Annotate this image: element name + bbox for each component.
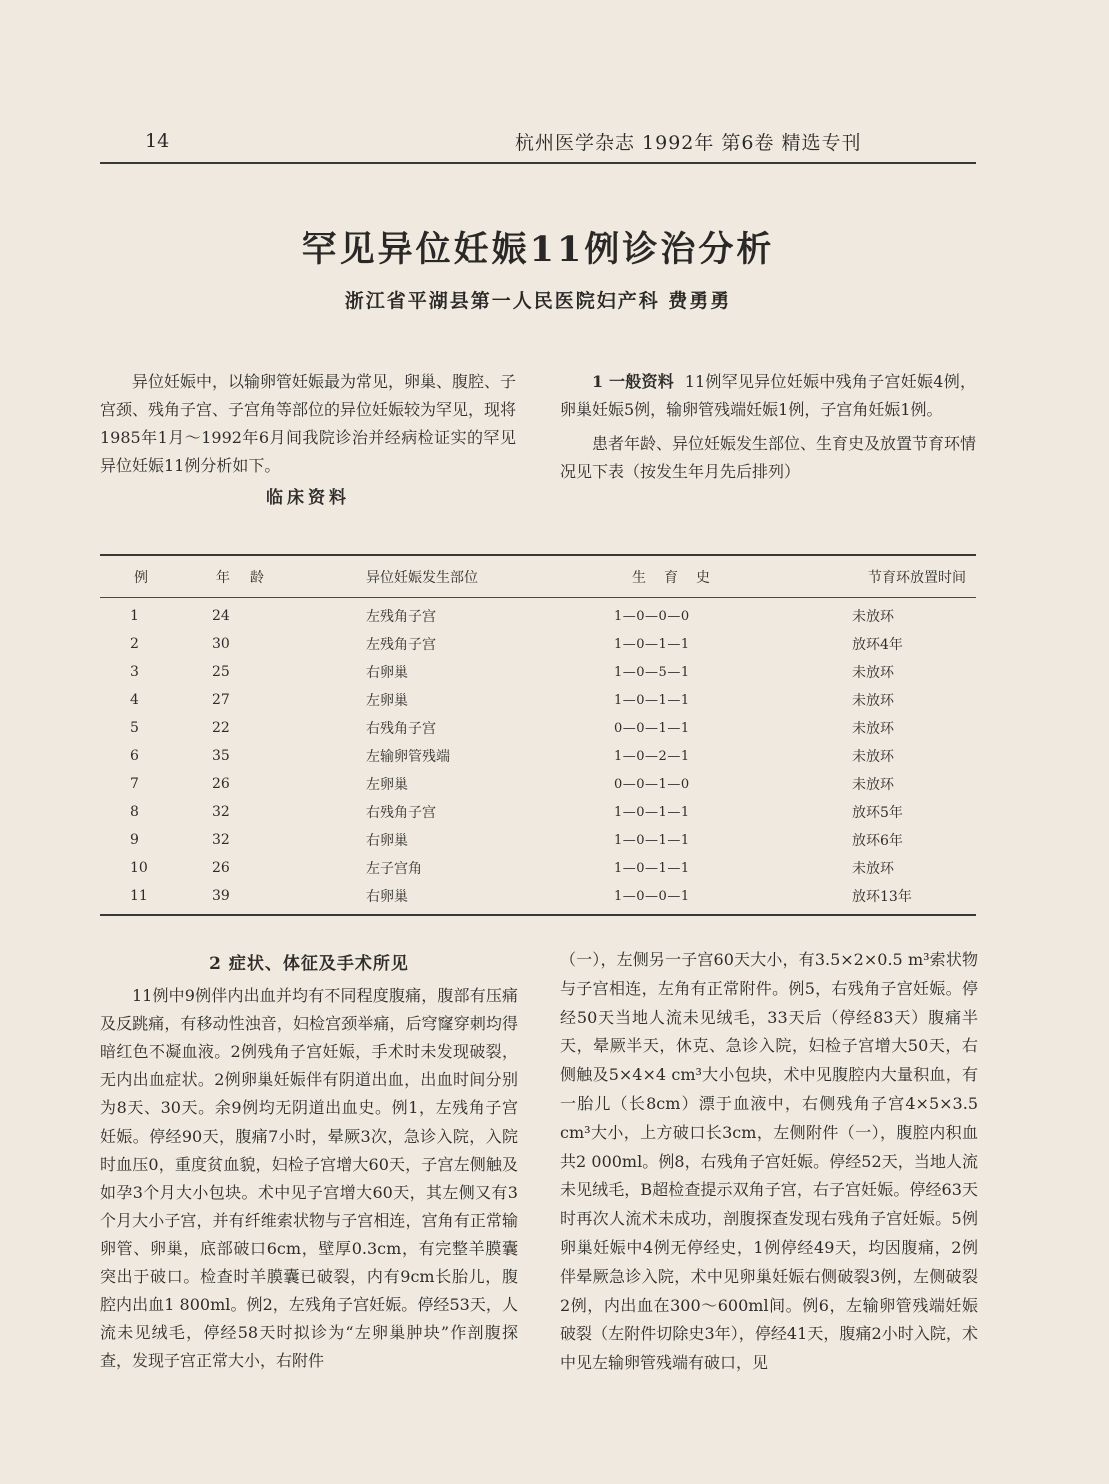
section2-left-text: 11例中9例伴内出血并均有不同程度腹痛，腹部有压痛及反跳痛，有移动性浊音，妇检宫颈举痛，后穹窿穿刺均得暗红色不凝血液。2例残角子宫妊娠，手术时未发现破裂，无内出血症状。2例卵巢妊娠伴有阴道出血，出血时间分别为8天、30天。余9例均无阴道出血史。例1，左残角子宫妊娠。停经90天，腹痛7小时，晕厥3次，急诊入院，入院时血压0，重度贫血貌，妇检子宫增大60天，子宫左侧触及如孕3个月大小包块。术中见子宫增大60天，其左侧又有3个月大小子宫，并有纤维索状物与子宫相连，宫角有正常输卵管、卵巢，底部破口6cm，壁厚0.3cm，有完整羊膜囊突出于破口。检查时羊膜囊已破裂，内有9cm长胎儿，腹腔内出血1 800ml。例2，左残角子宫妊娠。停经53天，人流未见绒毛，停经58天时拟诊为“左卵巢肿块”作剖腹探查，发现子宫正常大小，右附件: [100, 986, 518, 1371]
cell-history: 1—0—5—1: [614, 664, 690, 680]
cell-age: 25: [212, 664, 230, 680]
cell-age: 24: [212, 608, 230, 624]
cell-age: 27: [212, 692, 230, 708]
cell-case: 11: [130, 888, 148, 904]
intro-column: [100, 368, 516, 512]
cases-table: [100, 560, 976, 910]
cell-case: 6: [130, 748, 139, 764]
cell-iud: 放环13年: [852, 889, 912, 905]
table-row: [100, 630, 976, 658]
cell-iud: 未放环: [852, 609, 894, 625]
section1-text2: 患者年龄、异位妊娠发生部位、生育史及放置节育环情况见下表（按发生年月先后排列）: [560, 434, 977, 481]
cell-history: 1—0—0—1: [614, 888, 690, 904]
cell-history: 1—0—1—1: [614, 692, 690, 708]
table-row: [100, 770, 976, 798]
cell-case: 4: [130, 692, 139, 708]
cell-case: 2: [130, 636, 139, 652]
cell-case: 7: [130, 776, 139, 792]
cell-age: 26: [212, 860, 230, 876]
cell-site: 左输卵管残端: [366, 749, 450, 765]
cell-iud: 未放环: [852, 749, 894, 765]
cell-site: 右残角子宫: [366, 721, 436, 737]
table-row: [100, 658, 976, 686]
cell-case: 1: [130, 608, 139, 624]
table-row: [100, 798, 976, 826]
cell-age: 22: [212, 720, 230, 736]
section2-right-text: （一），左侧另一子宫60天大小，有3.5×2×0.5 m³索状物与子宫相连，左角有正常附件。例5，右残角子宫妊娠。停经50天当地人流未见绒毛，33天后（停经83天）腹痛半天，晕厥半天，休克、急诊入院，妇检子宫增大50天，右侧触及5×4×4 cm³大小包块，术中见腹腔内大量积血，有一胎儿（长8cm）漂于血液中，右侧残角子宫4×5×3.5 cm³大小，上方破口长3cm，左侧附件（一），腹腔内积血共2 000ml。例8，右残角子宫妊娠。停经52天，当地人流未见绒毛，B超检查提示双角子宫，右子宫妊娠。停经63天时再次人流术未成功，剖腹探查发现右残角子宫妊娠。5例卵巢妊娠中4例无停经史，1例停经49天，均因腹痛，2例伴晕厥急诊入院，术中见卵巢妊娠右侧破裂3例，左侧破裂2例，内出血在300～600ml间。例6，左输卵管残端妊娠破裂（左附件切除史3年），停经41天，腹痛2小时入院，术中见左输卵管残端有破口，见: [560, 950, 978, 1373]
cell-site: 左残角子宫: [366, 637, 436, 653]
table-header-row: [100, 560, 976, 594]
cell-case: 3: [130, 664, 139, 680]
header-iud: 节育环放置时间: [868, 570, 966, 586]
cell-history: 0—0—1—1: [614, 720, 690, 736]
cell-history: 1—0—1—1: [614, 804, 690, 820]
cell-age: 26: [212, 776, 230, 792]
cell-site: 右卵巢: [366, 833, 408, 849]
general-data-column: [560, 368, 976, 486]
running-header: 杭州医学杂志 1992年 第6卷 精选专刊: [515, 132, 862, 154]
article-byline: 浙江省平湖县第一人民医院妇产科 费勇勇: [344, 290, 732, 312]
cell-case: 5: [130, 720, 139, 736]
section1-heading: 1 一般资料: [592, 372, 675, 391]
article-title: 罕见异位妊娠11例诊治分析: [301, 229, 775, 270]
table-row: [100, 882, 976, 910]
cell-iud: 未放环: [852, 693, 894, 709]
cell-site: 右卵巢: [366, 665, 408, 681]
table-row: [100, 714, 976, 742]
cell-site: 左卵巢: [366, 693, 408, 709]
cell-iud: 未放环: [852, 721, 894, 737]
cell-case: 9: [130, 832, 139, 848]
cell-age: 30: [212, 636, 230, 652]
table-row: [100, 854, 976, 882]
cell-case: 8: [130, 804, 139, 820]
header-rule: [100, 162, 976, 164]
cell-iud: 放环5年: [852, 805, 903, 821]
cell-site: 右卵巢: [366, 889, 408, 905]
cell-site: 左子宫角: [366, 861, 422, 877]
cell-site: 左卵巢: [366, 777, 408, 793]
cell-age: 32: [212, 804, 230, 820]
cell-iud: 未放环: [852, 665, 894, 681]
section1-text: 11例罕见异位妊娠中残角子宫妊娠4例，卵巢妊娠5例，输卵管残端妊娠1例，子宫角妊娠1例。: [560, 372, 976, 419]
cell-history: 1—0—1—1: [614, 636, 690, 652]
cell-age: 32: [212, 832, 230, 848]
cell-iud: 放环4年: [852, 637, 903, 653]
table-row: [100, 742, 976, 770]
section2-heading: 2 症状、体征及手术所见: [209, 954, 409, 974]
symptoms-column-right: [560, 946, 978, 1378]
cell-case: 10: [130, 860, 148, 876]
table-row: [100, 594, 976, 630]
table-row: [100, 826, 976, 854]
cell-iud: 未放环: [852, 861, 894, 877]
cell-iud: 未放环: [852, 777, 894, 793]
cell-site: 右残角子宫: [366, 805, 436, 821]
header-history: 生育史: [632, 570, 728, 586]
table-row: [100, 686, 976, 714]
header-case: 例: [134, 570, 148, 586]
cell-site: 左残角子宫: [366, 609, 436, 625]
cell-age: 35: [212, 748, 230, 764]
cell-history: 1—0—1—1: [614, 832, 690, 848]
table-bottom-rule: [100, 914, 976, 916]
clinical-heading: 临床资料: [266, 488, 350, 508]
cell-iud: 放环6年: [852, 833, 903, 849]
table-top-rule: [100, 554, 976, 556]
symptoms-column-left: [100, 950, 518, 1375]
cell-history: 0—0—1—0: [614, 776, 690, 792]
page-number: 14: [145, 130, 170, 152]
cell-history: 1—0—2—1: [614, 748, 690, 764]
cell-history: 1—0—0—0: [614, 608, 690, 624]
cell-age: 39: [212, 888, 230, 904]
header-site: 异位妊娠发生部位: [366, 570, 478, 586]
intro-paragraph: 异位妊娠中，以输卵管妊娠最为常见，卵巢、腹腔、子宫颈、残角子宫、子宫角等部位的异位妊娠较为罕见，现将1985年1月～1992年6月间我院诊治并经病检证实的罕见异位妊娠11例分析如下。: [100, 372, 517, 475]
cell-history: 1—0—1—1: [614, 860, 690, 876]
header-age: 年龄: [216, 570, 284, 586]
